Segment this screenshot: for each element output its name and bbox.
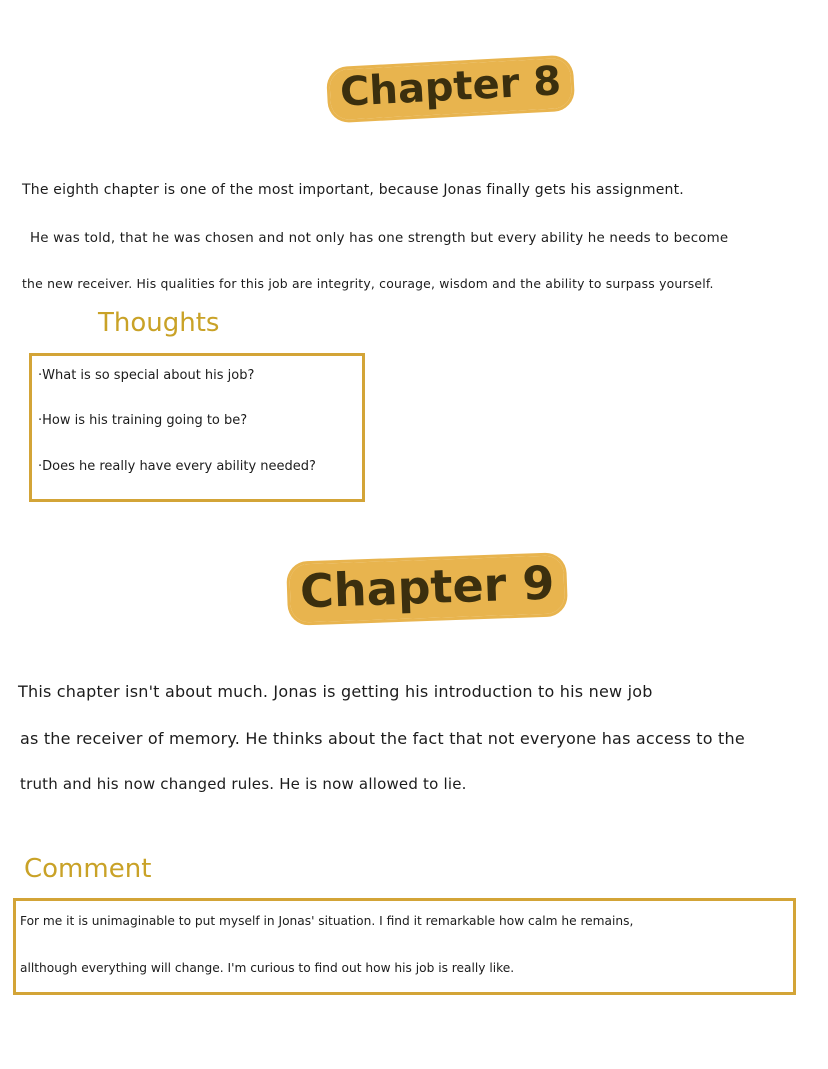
thoughts-label: Thoughts: [98, 308, 220, 338]
comment-line-2: allthough everything will change. I'm curious to find out how his job is really like.: [20, 961, 515, 975]
thought-item: ·How is his training going to be?: [38, 413, 248, 428]
chapter-8-line-1: The eighth chapter is one of the most important, because Jonas finally gets his assignment.: [22, 182, 684, 198]
comment-line-1: For me it is unimaginable to put myself in Jonas' situation. I find it remarkable how calm he remains,: [20, 914, 634, 928]
comment-label: Comment: [24, 854, 152, 884]
thought-item: ·Does he really have every ability needed?: [38, 459, 316, 474]
chapter-9-line-2: as the receiver of memory. He thinks about the fact that not everyone has access to the: [20, 729, 745, 748]
thought-item: ·What is so special about his job?: [38, 368, 255, 383]
thoughts-box: [29, 353, 365, 502]
chapter-9-line-1: This chapter isn't about much. Jonas is getting his introduction to his new job: [18, 682, 653, 701]
chapter-8-line-3: the new receiver. His qualities for this job are integrity, courage, wisdom and the ability to surpass yourself.: [22, 276, 714, 291]
comment-box: [13, 898, 796, 995]
chapter-8-line-2: He was told, that he was chosen and not only has one strength but every ability he needs to become: [30, 231, 729, 246]
chapter-8-title: [329, 58, 572, 117]
chapter-9-title-text: Chapter 9: [289, 555, 565, 623]
chapter-8-title-text: Chapter 8: [329, 58, 572, 121]
chapter-9-line-3: truth and his now changed rules. He is now allowed to lie.: [20, 775, 467, 793]
chapter-9-title: [289, 555, 565, 619]
